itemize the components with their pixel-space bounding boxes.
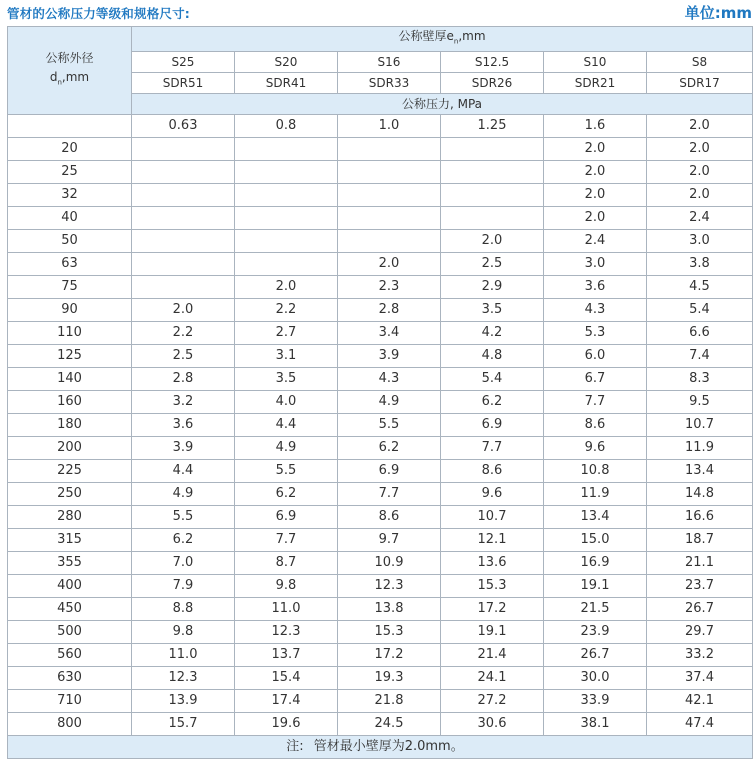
wall-thickness-cell: 11.0 xyxy=(235,598,338,621)
table-row xyxy=(8,207,753,230)
wall-thickness-cell: 7.7 xyxy=(441,437,544,460)
wall-thickness-cell: 11.9 xyxy=(647,437,753,460)
wall-thickness-cell: 13.9 xyxy=(132,690,235,713)
wall-thickness-cell: 4.8 xyxy=(441,345,544,368)
outer-diameter-header-unit: $d_n,mm$ xyxy=(49,70,90,87)
wall-thickness-cell: 15.3 xyxy=(441,575,544,598)
wall-thickness-cell: 7.9 xyxy=(132,575,235,598)
table-row xyxy=(8,184,753,207)
wall-thickness-cell: 7.0 xyxy=(132,552,235,575)
wall-thickness-cell: 3.9 xyxy=(132,437,235,460)
wall-thickness-cell: 5.4 xyxy=(647,299,753,322)
series-cell: S20 xyxy=(235,52,338,73)
outer-diameter-cell: 630 xyxy=(8,667,132,690)
wall-thickness-cell: 5.5 xyxy=(338,414,441,437)
wall-thickness-cell: 29.7 xyxy=(647,621,753,644)
wall-thickness-cell: 6.9 xyxy=(441,414,544,437)
table-row xyxy=(8,391,753,414)
wall-thickness-cell: 3.6 xyxy=(544,276,647,299)
wall-thickness-cell: 6.2 xyxy=(132,529,235,552)
wall-thickness-cell: 2.0 xyxy=(132,299,235,322)
outer-diameter-cell: 280 xyxy=(8,506,132,529)
wall-thickness-cell: 7.7 xyxy=(235,529,338,552)
wall-thickness-cell xyxy=(132,207,235,230)
wall-thickness-cell xyxy=(132,161,235,184)
wall-thickness-cell: 2.0 xyxy=(647,138,753,161)
table-row xyxy=(8,575,753,598)
wall-thickness-cell: 7.7 xyxy=(544,391,647,414)
wall-thickness-cell xyxy=(441,184,544,207)
wall-thickness-cell: 17.2 xyxy=(441,598,544,621)
outer-diameter-cell: 450 xyxy=(8,598,132,621)
wall-thickness-cell: 2.0 xyxy=(544,161,647,184)
wall-thickness-cell: 4.9 xyxy=(132,483,235,506)
wall-thickness-cell: 13.4 xyxy=(647,460,753,483)
wall-thickness-cell: 19.3 xyxy=(338,667,441,690)
wall-thickness-cell: 6.7 xyxy=(544,368,647,391)
pressure-row xyxy=(8,115,753,138)
wall-thickness-cell: 5.4 xyxy=(441,368,544,391)
outer-diameter-cell: 32 xyxy=(8,184,132,207)
series-cell: S16 xyxy=(338,52,441,73)
table-row xyxy=(8,276,753,299)
pressure-header: 公称压力, MPa xyxy=(132,94,753,115)
wall-thickness-cell: 9.8 xyxy=(235,575,338,598)
wall-thickness-cell: 6.9 xyxy=(235,506,338,529)
outer-diameter-cell: 225 xyxy=(8,460,132,483)
wall-thickness-cell: 12.3 xyxy=(338,575,441,598)
outer-diameter-cell: 710 xyxy=(8,690,132,713)
table-row xyxy=(8,299,753,322)
table-row xyxy=(8,483,753,506)
table-row xyxy=(8,345,753,368)
wall-thickness-cell: 30.0 xyxy=(544,667,647,690)
note-cell xyxy=(8,736,753,759)
wall-thickness-cell: 6.9 xyxy=(338,460,441,483)
wall-thickness-cell: 6.6 xyxy=(647,322,753,345)
wall-thickness-cell: 7.7 xyxy=(338,483,441,506)
outer-diameter-cell: 20 xyxy=(8,138,132,161)
wall-thickness-cell: 9.6 xyxy=(441,483,544,506)
wall-thickness-cell: 2.0 xyxy=(544,184,647,207)
wall-thickness-cell: 3.6 xyxy=(132,414,235,437)
sdr-cell: SDR41 xyxy=(235,73,338,94)
wall-thickness-cell: 16.9 xyxy=(544,552,647,575)
wall-thickness-cell: 12.1 xyxy=(441,529,544,552)
wall-thickness-cell: 13.6 xyxy=(441,552,544,575)
wall-thickness-cell: 2.2 xyxy=(132,322,235,345)
wall-thickness-cell xyxy=(235,253,338,276)
wall-thickness-cell: 21.1 xyxy=(647,552,753,575)
note-row xyxy=(8,736,753,759)
wall-thickness-cell: 15.0 xyxy=(544,529,647,552)
wall-thickness-cell xyxy=(441,161,544,184)
wall-thickness-cell: 17.4 xyxy=(235,690,338,713)
wall-thickness-cell: 33.9 xyxy=(544,690,647,713)
table-row xyxy=(8,552,753,575)
spec-table xyxy=(7,26,753,759)
wall-thickness-cell: 21.4 xyxy=(441,644,544,667)
wall-thickness-cell: 4.9 xyxy=(235,437,338,460)
wall-thickness-cell: 3.5 xyxy=(235,368,338,391)
sdr-cell: SDR51 xyxy=(132,73,235,94)
wall-thickness-cell: 47.4 xyxy=(647,713,753,736)
wall-thickness-cell: 24.1 xyxy=(441,667,544,690)
wall-thickness-cell: 4.4 xyxy=(235,414,338,437)
wall-thickness-cell: 4.3 xyxy=(544,299,647,322)
outer-diameter-cell: 500 xyxy=(8,621,132,644)
table-row xyxy=(8,138,753,161)
wall-thickness-cell xyxy=(132,184,235,207)
wall-thickness-cell: 6.2 xyxy=(441,391,544,414)
wall-thickness-cell: 6.2 xyxy=(235,483,338,506)
table-row xyxy=(8,414,753,437)
outer-diameter-cell: 110 xyxy=(8,322,132,345)
wall-thickness-cell: 2.8 xyxy=(132,368,235,391)
wall-thickness-cell: 38.1 xyxy=(544,713,647,736)
wall-thickness-cell xyxy=(235,138,338,161)
wall-thickness-cell: 21.8 xyxy=(338,690,441,713)
outer-diameter-cell: 560 xyxy=(8,644,132,667)
wall-thickness-cell: 14.8 xyxy=(647,483,753,506)
outer-diameter-cell: 140 xyxy=(8,368,132,391)
outer-diameter-cell: 160 xyxy=(8,391,132,414)
outer-diameter-cell: 40 xyxy=(8,207,132,230)
wall-thickness-cell: 2.0 xyxy=(441,230,544,253)
outer-diameter-cell: 90 xyxy=(8,299,132,322)
wall-thickness-cell: 6.0 xyxy=(544,345,647,368)
wall-thickness-cell: 9.6 xyxy=(544,437,647,460)
wall-thickness-cell: 8.7 xyxy=(235,552,338,575)
wall-thickness-cell: 2.0 xyxy=(647,184,753,207)
table-row xyxy=(8,644,753,667)
wall-thickness-cell: 3.2 xyxy=(132,391,235,414)
wall-thickness-cell: 2.0 xyxy=(235,276,338,299)
wall-thickness-cell: 42.1 xyxy=(647,690,753,713)
wall-thickness-cell: 23.9 xyxy=(544,621,647,644)
wall-thickness-cell: 12.3 xyxy=(235,621,338,644)
table-row xyxy=(8,667,753,690)
wall-thickness-cell: 8.6 xyxy=(338,506,441,529)
wall-thickness-cell: 2.9 xyxy=(441,276,544,299)
wall-thickness-cell: 2.3 xyxy=(338,276,441,299)
series-cell: S8 xyxy=(647,52,753,73)
table-title: 管材的公称压力等级和规格尺寸: xyxy=(7,6,190,21)
wall-thickness-cell: 5.5 xyxy=(235,460,338,483)
table-row xyxy=(8,161,753,184)
wall-thickness-cell: 6.2 xyxy=(338,437,441,460)
wall-thickness-cell: 3.4 xyxy=(338,322,441,345)
outer-diameter-cell: 180 xyxy=(8,414,132,437)
wall-thickness-cell: 4.2 xyxy=(441,322,544,345)
wall-thickness-cell: 10.7 xyxy=(441,506,544,529)
wall-thickness-cell: 19.6 xyxy=(235,713,338,736)
outer-diameter-cell: 200 xyxy=(8,437,132,460)
table-row xyxy=(8,690,753,713)
wall-thickness-cell xyxy=(441,138,544,161)
wall-thickness-cell: 11.9 xyxy=(544,483,647,506)
wall-thickness-cell xyxy=(441,207,544,230)
pressure-cell: 1.6 xyxy=(544,115,647,138)
wall-thickness-cell: 33.2 xyxy=(647,644,753,667)
unit-label: 单位:mm xyxy=(684,4,752,22)
wall-thickness-cell: 7.4 xyxy=(647,345,753,368)
wall-thickness-cell: 18.7 xyxy=(647,529,753,552)
wall-thickness-cell: 11.0 xyxy=(132,644,235,667)
wall-thickness-cell: 4.9 xyxy=(338,391,441,414)
wall-thickness-cell: 5.5 xyxy=(132,506,235,529)
wall-thickness-cell: 9.7 xyxy=(338,529,441,552)
note-label: 注: xyxy=(286,739,304,755)
wall-thickness-cell: 2.0 xyxy=(338,253,441,276)
wall-thickness-cell xyxy=(338,138,441,161)
wall-thickness-cell xyxy=(132,230,235,253)
wall-thickness-cell: 15.4 xyxy=(235,667,338,690)
table-row xyxy=(8,460,753,483)
table-row xyxy=(8,437,753,460)
outer-diameter-cell: 63 xyxy=(8,253,132,276)
table-row xyxy=(8,621,753,644)
wall-thickness-cell: 37.4 xyxy=(647,667,753,690)
table-row xyxy=(8,253,753,276)
wall-thickness-cell: 13.4 xyxy=(544,506,647,529)
series-cell: S12.5 xyxy=(441,52,544,73)
outer-diameter-cell: 25 xyxy=(8,161,132,184)
wall-thickness-cell: 2.5 xyxy=(132,345,235,368)
wall-thickness-cell: 19.1 xyxy=(544,575,647,598)
wall-thickness-cell: 4.3 xyxy=(338,368,441,391)
pressure-cell: 0.63 xyxy=(132,115,235,138)
wall-thickness-cell: 26.7 xyxy=(544,644,647,667)
wall-thickness-cell: 2.5 xyxy=(441,253,544,276)
pressure-cell: 2.0 xyxy=(647,115,753,138)
table-row xyxy=(8,230,753,253)
wall-thickness-cell xyxy=(235,161,338,184)
wall-thickness-cell: 13.7 xyxy=(235,644,338,667)
wall-thickness-cell: 2.8 xyxy=(338,299,441,322)
pressure-row-blank xyxy=(8,115,132,138)
series-cell: S10 xyxy=(544,52,647,73)
sdr-cell: SDR26 xyxy=(441,73,544,94)
page-header xyxy=(7,2,752,24)
sdr-cell: SDR17 xyxy=(647,73,753,94)
wall-thickness-cell: 2.7 xyxy=(235,322,338,345)
sdr-cell: SDR33 xyxy=(338,73,441,94)
pressure-cell: 1.0 xyxy=(338,115,441,138)
wall-thickness-cell: 15.7 xyxy=(132,713,235,736)
table-row xyxy=(8,529,753,552)
wall-thickness-header: 公称壁厚$e_n,mm$ xyxy=(132,27,753,52)
wall-thickness-cell: 15.3 xyxy=(338,621,441,644)
wall-thickness-cell: 3.9 xyxy=(338,345,441,368)
wall-thickness-cell: 3.0 xyxy=(647,230,753,253)
pressure-cell: 1.25 xyxy=(441,115,544,138)
outer-diameter-cell: 355 xyxy=(8,552,132,575)
wall-thickness-cell: 10.9 xyxy=(338,552,441,575)
wall-thickness-cell: 19.1 xyxy=(441,621,544,644)
table-row xyxy=(8,598,753,621)
outer-diameter-cell: 125 xyxy=(8,345,132,368)
wall-thickness-cell: 24.5 xyxy=(338,713,441,736)
table-row xyxy=(8,322,753,345)
wall-thickness-cell: 9.5 xyxy=(647,391,753,414)
table-row xyxy=(8,506,753,529)
wall-thickness-cell: 8.6 xyxy=(441,460,544,483)
outer-diameter-header xyxy=(8,27,132,115)
outer-diameter-cell: 400 xyxy=(8,575,132,598)
wall-thickness-cell: 27.2 xyxy=(441,690,544,713)
wall-thickness-cell: 10.7 xyxy=(647,414,753,437)
wall-thickness-cell: 21.5 xyxy=(544,598,647,621)
wall-thickness-cell: 3.5 xyxy=(441,299,544,322)
wall-thickness-cell: 3.8 xyxy=(647,253,753,276)
wall-thickness-cell: 4.5 xyxy=(647,276,753,299)
wall-thickness-cell: 12.3 xyxy=(132,667,235,690)
wall-thickness-cell: 3.1 xyxy=(235,345,338,368)
wall-thickness-cell xyxy=(132,138,235,161)
sdr-cell: SDR21 xyxy=(544,73,647,94)
pressure-cell: 0.8 xyxy=(235,115,338,138)
wall-thickness-cell: 2.0 xyxy=(544,138,647,161)
table-row xyxy=(8,368,753,391)
wall-thickness-cell: 10.8 xyxy=(544,460,647,483)
wall-thickness-cell: 13.8 xyxy=(338,598,441,621)
wall-thickness-cell xyxy=(132,253,235,276)
wall-thickness-cell: 16.6 xyxy=(647,506,753,529)
wall-thickness-cell: 3.0 xyxy=(544,253,647,276)
wall-thickness-cell xyxy=(235,207,338,230)
wall-thickness-cell: 26.7 xyxy=(647,598,753,621)
outer-diameter-cell: 75 xyxy=(8,276,132,299)
wall-thickness-cell xyxy=(338,207,441,230)
wall-thickness-cell: 2.0 xyxy=(544,207,647,230)
outer-diameter-cell: 800 xyxy=(8,713,132,736)
table-row xyxy=(8,713,753,736)
wall-thickness-cell: 17.2 xyxy=(338,644,441,667)
outer-diameter-header-label: 公称外径 xyxy=(45,51,94,65)
wall-thickness-cell: 5.3 xyxy=(544,322,647,345)
note-text: 管材最小壁厚为2.0mm。 xyxy=(313,739,464,755)
wall-thickness-cell: 4.4 xyxy=(132,460,235,483)
wall-thickness-cell xyxy=(338,184,441,207)
wall-thickness-cell xyxy=(235,184,338,207)
wall-thickness-cell xyxy=(338,230,441,253)
wall-thickness-cell: 4.0 xyxy=(235,391,338,414)
wall-thickness-cell xyxy=(132,276,235,299)
series-cell: S25 xyxy=(132,52,235,73)
wall-thickness-cell: 30.6 xyxy=(441,713,544,736)
wall-thickness-cell: 8.3 xyxy=(647,368,753,391)
wall-thickness-cell: 9.8 xyxy=(132,621,235,644)
wall-thickness-cell xyxy=(338,161,441,184)
outer-diameter-cell: 315 xyxy=(8,529,132,552)
wall-thickness-cell: 23.7 xyxy=(647,575,753,598)
wall-thickness-cell: 8.6 xyxy=(544,414,647,437)
wall-thickness-cell: 2.4 xyxy=(647,207,753,230)
wall-thickness-cell: 8.8 xyxy=(132,598,235,621)
outer-diameter-cell: 250 xyxy=(8,483,132,506)
wall-thickness-cell: 2.0 xyxy=(647,161,753,184)
outer-diameter-cell: 50 xyxy=(8,230,132,253)
wall-thickness-cell: 2.4 xyxy=(544,230,647,253)
wall-thickness-cell xyxy=(235,230,338,253)
wall-thickness-cell: 2.2 xyxy=(235,299,338,322)
